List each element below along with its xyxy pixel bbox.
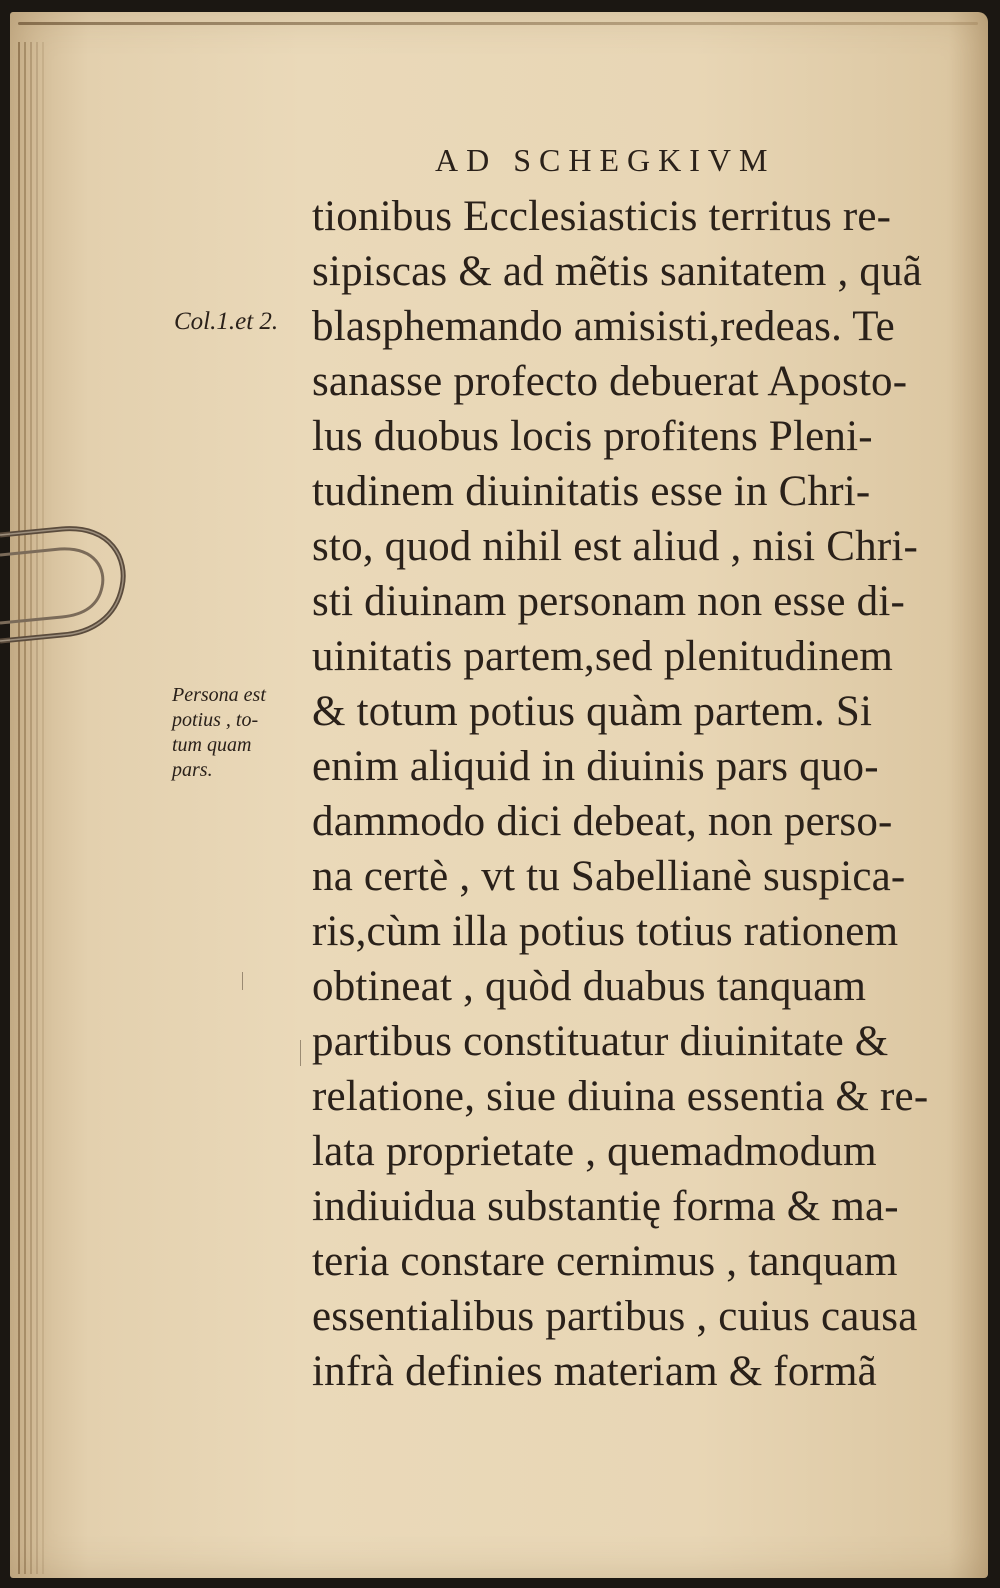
text-line: sto, quod nihil est aliud , nisi Chri- (312, 523, 919, 570)
text-line: na certè , vt tu Sabellianè suspica- (312, 853, 906, 900)
ink-mark (242, 972, 243, 990)
margin-note-line: pars. (172, 759, 213, 781)
text-line: & totum potius quàm partem. Si (312, 688, 873, 735)
text-line: essentialibus partibus , cuius causa (312, 1293, 918, 1340)
text-line: dammodo dici debeat, non perso- (312, 798, 893, 845)
text-line: enim aliquid in diuinis pars quo- (312, 743, 879, 790)
text-line: relatione, siue diuina essentia & re- (312, 1073, 929, 1120)
margin-note-col-ref: Col.1.et 2. (174, 308, 279, 335)
page-edge (36, 42, 38, 1574)
page-edge (42, 42, 44, 1574)
margin-note-line: tum quam (172, 734, 252, 756)
paper-clip-icon (0, 515, 130, 650)
page-edge (24, 42, 26, 1574)
text-line: sanasse profecto debuerat Aposto- (312, 358, 908, 405)
text-line: tionibus Ecclesiasticis territus re- (312, 193, 892, 240)
margin-note-line: Persona est (172, 684, 266, 706)
text-line: sipiscas & ad mẽtis sanitatem , quã (312, 248, 923, 295)
text-line: lata proprietate , quemadmodum (312, 1128, 877, 1175)
page-edge (30, 42, 32, 1574)
text-line: obtineat , quòd duabus tanquam (312, 963, 867, 1010)
text-line: tudinem diuinitatis esse in Chri- (312, 468, 871, 515)
text-line: teria constare cernimus , tanquam (312, 1238, 898, 1285)
text-line: lus duobus locis profitens Pleni- (312, 413, 873, 460)
margin-note-line: potius , to- (172, 709, 259, 731)
margin-note-persona (172, 683, 266, 783)
text-line: blasphemando amisisti,redeas. Te (312, 303, 895, 350)
page-top-edge (18, 22, 978, 25)
running-head: AD SCHEGKIVM (435, 142, 776, 178)
text-line: uinitatis partem,sed plenitudinem (312, 633, 894, 680)
ink-mark (300, 1040, 301, 1066)
text-line: partibus constituatur diuinitate & (312, 1018, 889, 1065)
text-line: infrà definies materiam & formã (312, 1348, 877, 1395)
text-line: ris,cùm illa potius totius rationem (312, 908, 899, 955)
text-line: sti diuinam personam non esse di- (312, 578, 905, 625)
text-line: indiuidua substantię forma & ma- (312, 1183, 899, 1230)
page-edge (18, 42, 20, 1574)
